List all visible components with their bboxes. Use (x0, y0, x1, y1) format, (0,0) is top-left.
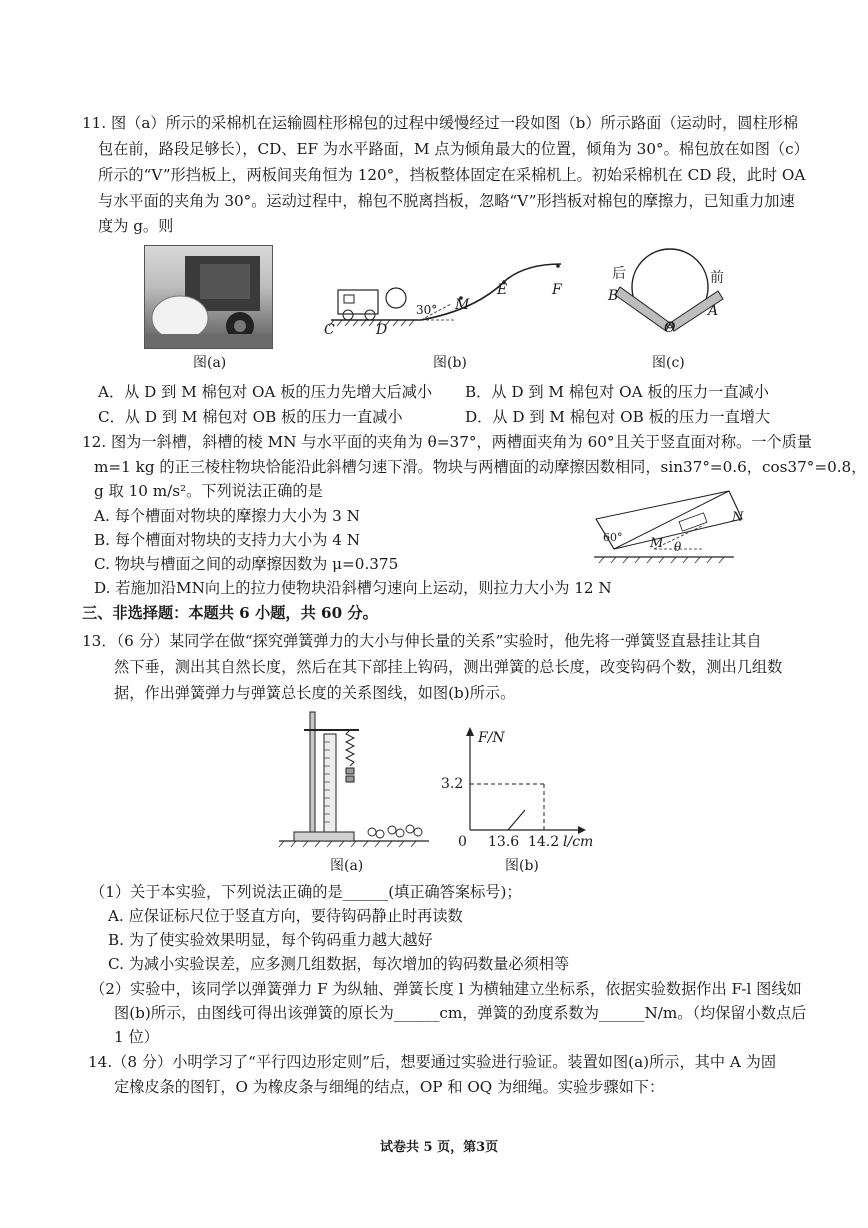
q12-line-1: 12. 图为一斜槽，斜槽的棱 MN 与水平面的夹角为 θ=37°，两槽面夹角为 60°且关于竖直面对称。一个质量 (82, 433, 812, 451)
fig-b-label-m: M (455, 297, 470, 313)
q11-line-3: 所示的“V”形挡板上，两板间夹角恒为 120°，挡板整体固定在采棉机上。初始采棉机在 CD 段，此时 OA (98, 166, 806, 184)
fig-b-label-c: C (324, 322, 335, 338)
fig-c-label-o: O (664, 320, 676, 336)
q11-fig-c-caption: 图(c) (652, 355, 685, 371)
fig-b-label-d: D (376, 322, 388, 338)
fig-c-label-front: 前 (710, 270, 724, 286)
fig-b-angle: 30° (416, 303, 438, 317)
q12-fig-label-theta: θ (674, 540, 682, 554)
force-length-line (508, 810, 525, 830)
q12-line-2: m=1 kg 的正三棱柱物块恰能沿此斜槽匀速下滑。物块与两槽面的动摩擦因数相同，sin37°=0.6，cos37°=0.8， (94, 458, 867, 476)
fig-b-label-e: E (497, 282, 508, 298)
cotton-picker-photo (144, 245, 273, 349)
fig-c-label-back: 后 (612, 266, 626, 282)
fig-b-label-f: F (552, 282, 562, 298)
q11-option-d: D．从 D 到 M 棉包对 OB 板的压力一直增大 (465, 408, 771, 426)
q11-fig-a-caption: 图(a) (193, 355, 227, 371)
q11-option-a: A．从 D 到 M 棉包对 OA 板的压力先增大后减小 (98, 383, 433, 401)
section-3-heading: 三、非选择题：本题共 6 小题，共 60 分。 (82, 604, 378, 622)
q12-fig-label-m: M (650, 536, 664, 551)
q14-line-2: 定橡皮条的图钉，O 为橡皮条与细绳的结点，OP 和 OQ 为细绳。实验步骤如下： (114, 1078, 665, 1096)
q13-line-1: 13．（6 分）某同学在做“探究弹簧弹力的大小与伸长量的关系”实验时，他先将一弹簧竖直悬挂让其自 (82, 632, 762, 650)
q13-fig-b-caption: 图(b) (505, 858, 539, 874)
q13-graph-x-tick-1: 13.6 (488, 834, 520, 850)
q11-option-c: C．从 D 到 M 棉包对 OB 板的压力一直减小 (98, 408, 403, 426)
q14-line-1: 14.（8 分）小明学习了“平行四边形定则”后，想要通过实验进行验证。装置如图(a)所示，其中 A 为固 (88, 1053, 777, 1071)
q13-sub1: （1）关于本实验，下列说法正确的是______(填正确答案标号)； (90, 883, 522, 901)
q13-sub1-option-a: A. 应保证标尺位于竖直方向，要待钩码静止时再读数 (108, 907, 463, 925)
fig-c-label-b: B (608, 288, 619, 304)
q11-line-1: 11. 图（a）所示的采棉机在运输圆柱形棉包的过程中缓慢经过一段如图（b）所示路面（运动时，圆柱形棉 (82, 114, 799, 132)
inclined-groove-diagram (594, 489, 744, 564)
q13-sub2-line-3: 1 位） (114, 1028, 159, 1046)
q13-graph-origin: 0 (458, 834, 467, 850)
q11-line-4: 与水平面的夹角为 30°。运动过程中，棉包不脱离挡板，忽略“V”形挡板对棉包的摩擦力，已知重力加速 (98, 192, 795, 210)
road-profile-diagram (326, 252, 566, 342)
q13-graph-y-tick: 3.2 (441, 776, 464, 792)
q11-fig-b-caption: 图(b) (433, 355, 467, 371)
q12-option-c: C. 物块与槽面之间的动摩擦因数为 μ=0.375 (94, 555, 399, 573)
q13-sub1-option-c: C. 为减小实验误差，应多测几组数据，每次增加的钩码数量必须相等 (108, 955, 570, 973)
q13-fig-a-caption: 图(a) (330, 858, 364, 874)
q12-option-d: D. 若施加沿MN向上的拉力使物块沿斜槽匀速向上运动，则拉力大小为 12 N (94, 579, 612, 597)
q12-fig-label-n: N (732, 510, 744, 525)
q13-line-3: 据，作出弹簧弹力与弹簧总长度的关系图线，如图(b)所示。 (114, 684, 516, 702)
page-footer: 试卷共 5 页，第3页 (380, 1140, 499, 1155)
force-length-graph (450, 722, 590, 842)
q13-sub2-line-1: （2）实验中，该同学以弹簧弹力 F 为纵轴、弹簧长度 l 为横轴建立坐标系，依据实验数据作出 F-l 图线如 (90, 980, 802, 998)
q11-line-5: 度为 g。则 (98, 217, 174, 235)
q13-graph-x-tick-2: 14.2 (528, 834, 560, 850)
fig-c-label-a: A (708, 303, 719, 319)
q13-line-2: 然下垂，测出其自然长度，然后在其下部挂上钩码，测出弹簧的总长度，改变钩码个数，测出几组数 (114, 658, 783, 676)
q11-line-2: 包在前，路段足够长），CD、EF 为水平路面，M 点为倾角最大的位置，倾角为 30°。棉包放在如图（c） (98, 140, 809, 158)
q11-option-b: B．从 D 到 M 棉包对 OA 板的压力一直减小 (465, 383, 769, 401)
q13-sub1-option-b: B. 为了使实验效果明显，每个钩码重力越大越好 (108, 931, 433, 949)
q12-line-3: g 取 10 m/s²。下列说法正确的是 (94, 482, 323, 500)
q12-option-a: A. 每个槽面对物块的摩擦力大小为 3 N (94, 507, 360, 525)
q13-sub2-line-2: 图(b)所示，由图线可得出该弹簧的原长为______cm，弹簧的劲度系数为______N/m。（均保留小数点后 (114, 1004, 807, 1022)
q12-option-b: B. 每个槽面对物块的支持力大小为 4 N (94, 531, 361, 549)
spring-apparatus-diagram (274, 708, 434, 848)
q13-graph-ylabel: F/N (478, 730, 505, 746)
q13-graph-xlabel: l/cm (563, 834, 594, 850)
q12-fig-angle-60: 60° (603, 531, 623, 544)
